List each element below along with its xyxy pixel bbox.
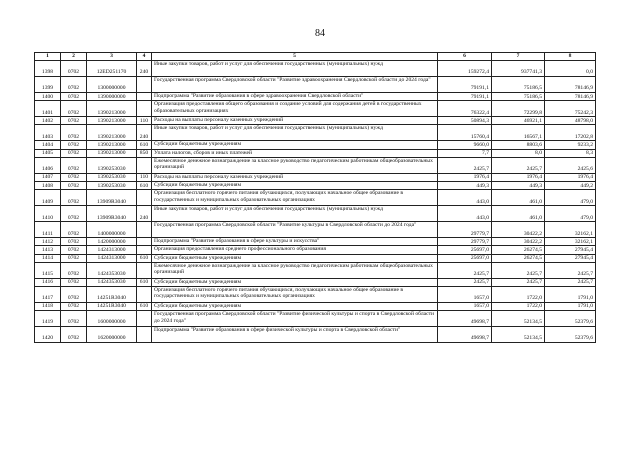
amount-col7: 26274,5 <box>492 254 545 262</box>
amount-col7: 26274,5 <box>492 246 545 254</box>
amount-col7: 2425,7 <box>492 278 545 286</box>
row-number: 1406 <box>35 157 61 173</box>
section-code: 0702 <box>61 173 87 181</box>
item-name: Субсидии бюджетным учреждениям <box>152 278 438 286</box>
target-code: 1300000000 <box>87 77 137 93</box>
expense-type <box>137 101 152 117</box>
expense-type <box>137 157 152 173</box>
amount-col8: 0,0 <box>545 61 596 77</box>
table-row <box>35 262 596 278</box>
item-name: Иные закупки товаров, работ и услуг для обеспечения государственных (муниципальных) нужд <box>152 206 438 222</box>
amount-col8: 9233,2 <box>545 141 596 149</box>
section-code: 0702 <box>61 286 87 302</box>
section-code: 0702 <box>61 254 87 262</box>
amount-col6: 7,7 <box>438 149 492 157</box>
item-name: Субсидии бюджетным учреждениям <box>152 181 438 189</box>
row-number: 1401 <box>35 101 61 117</box>
row-number: 1419 <box>35 311 61 327</box>
target-code: 1400000000 <box>87 222 137 238</box>
item-name: Ежемесячное денежное вознаграждение за классное руководство педагогическим работникам общеобразовательных организаций <box>152 262 438 278</box>
amount-col7: 1722,0 <box>492 302 545 310</box>
section-code: 0702 <box>61 327 87 343</box>
amount-col8: 27945,4 <box>545 246 596 254</box>
table-row <box>35 222 596 238</box>
table-row <box>35 125 596 141</box>
amount-col8: 479,0 <box>545 190 596 206</box>
amount-col6: 15760,4 <box>438 125 492 141</box>
section-code: 0702 <box>61 101 87 117</box>
amount-col7: 52134,5 <box>492 327 545 343</box>
amount-col6: 25697,0 <box>438 254 492 262</box>
target-code: 1390213000 <box>87 149 137 157</box>
section-code: 0702 <box>61 157 87 173</box>
expense-type: 110 <box>137 173 152 181</box>
table-row <box>35 327 596 343</box>
amount-col8: 52379,6 <box>545 311 596 327</box>
expense-type <box>137 93 152 101</box>
section-code: 0702 <box>61 262 87 278</box>
target-code: 14251R3040 <box>87 302 137 310</box>
amount-col7: 1976,4 <box>492 173 545 181</box>
row-number: 1400 <box>35 93 61 101</box>
target-code: 13909R3040 <box>87 190 137 206</box>
amount-col8: 78146,9 <box>545 93 596 101</box>
target-code: 12ЕD251170 <box>87 61 137 77</box>
section-code: 0702 <box>61 77 87 93</box>
target-code: 1600000000 <box>87 311 137 327</box>
amount-col6: 25697,0 <box>438 246 492 254</box>
section-code: 0702 <box>61 238 87 246</box>
target-code: 1620000000 <box>87 327 137 343</box>
amount-col6: 1976,4 <box>438 173 492 181</box>
amount-col8: 1791,0 <box>545 286 596 302</box>
target-code: 14251R3040 <box>87 286 137 302</box>
amount-col6: 9660,0 <box>438 141 492 149</box>
amount-col7: 461,0 <box>492 190 545 206</box>
column-header: 1 <box>35 53 61 61</box>
table-row <box>35 117 596 125</box>
column-header: 7 <box>492 53 545 61</box>
table-row <box>35 238 596 246</box>
column-header: 8 <box>545 53 596 61</box>
item-name: Ежемесячное денежное вознаграждение за классное руководство педагогическим работникам общеобразовательных организаций <box>152 157 438 173</box>
expense-type <box>137 238 152 246</box>
table-row <box>35 157 596 173</box>
table-row <box>35 101 596 117</box>
amount-col6: 159272,4 <box>438 61 492 77</box>
section-code: 0702 <box>61 61 87 77</box>
amount-col7: 75186,5 <box>492 77 545 93</box>
amount-col8: 75242,3 <box>545 101 596 117</box>
amount-col8: 78146,9 <box>545 77 596 93</box>
amount-col6: 79191,1 <box>438 77 492 93</box>
amount-col6: 49698,7 <box>438 327 492 343</box>
amount-col6: 29779,7 <box>438 238 492 246</box>
amount-col8: 8,3 <box>545 149 596 157</box>
amount-col6: 2425,7 <box>438 157 492 173</box>
expense-type <box>137 246 152 254</box>
row-number: 1415 <box>35 262 61 278</box>
amount-col6: 2425,7 <box>438 262 492 278</box>
column-header: 4 <box>137 53 152 61</box>
item-name: Субсидии бюджетным учреждениям <box>152 141 438 149</box>
item-name: Организация предоставления среднего профессионального образования <box>152 246 438 254</box>
section-code: 0702 <box>61 190 87 206</box>
row-number: 1413 <box>35 246 61 254</box>
target-code: 1390253030 <box>87 173 137 181</box>
table-row <box>35 93 596 101</box>
row-number: 1402 <box>35 117 61 125</box>
table-row <box>35 286 596 302</box>
expense-type: 240 <box>137 206 152 222</box>
amount-col6: 1657,0 <box>438 286 492 302</box>
expense-type: 610 <box>137 181 152 189</box>
amount-col7: 46921,1 <box>492 117 545 125</box>
row-number: 1414 <box>35 254 61 262</box>
column-header: 6 <box>438 53 492 61</box>
item-name: Субсидии бюджетным учреждениям <box>152 254 438 262</box>
expense-type: 240 <box>137 125 152 141</box>
amount-col7: 8803,6 <box>492 141 545 149</box>
section-code: 0702 <box>61 93 87 101</box>
target-code: 1424313000 <box>87 254 137 262</box>
section-code: 0702 <box>61 278 87 286</box>
table-row <box>35 206 596 222</box>
row-number: 1403 <box>35 125 61 141</box>
table-row <box>35 149 596 157</box>
amount-col7: 1722,0 <box>492 286 545 302</box>
item-name: Государственная программа Свердловской области "Развитие физической культуры и спорта в Свердловской области до 2024 года" <box>152 311 438 327</box>
amount-col8: 52379,6 <box>545 327 596 343</box>
table-row <box>35 77 596 93</box>
column-header: 3 <box>87 53 137 61</box>
row-number: 1408 <box>35 181 61 189</box>
target-code: 1390213000 <box>87 141 137 149</box>
target-code: 1390000000 <box>87 93 137 101</box>
expense-type <box>137 311 152 327</box>
target-code: 1424313000 <box>87 246 137 254</box>
amount-col7: 937741,3 <box>492 61 545 77</box>
amount-col8: 479,0 <box>545 206 596 222</box>
amount-col7: 30422,2 <box>492 238 545 246</box>
section-code: 0702 <box>61 302 87 310</box>
amount-col8: 2425,7 <box>545 262 596 278</box>
amount-col7: 75186,5 <box>492 93 545 101</box>
amount-col6: 443,0 <box>438 206 492 222</box>
amount-col6: 49698,7 <box>438 311 492 327</box>
section-code: 0702 <box>61 125 87 141</box>
table-row <box>35 254 596 262</box>
expense-type <box>137 327 152 343</box>
item-name: Государственная программа Свердловской области "Развитие здравоохранения Свердловской области до 2024 года" <box>152 77 438 93</box>
table-row <box>35 278 596 286</box>
section-code: 0702 <box>61 206 87 222</box>
target-code: 1390213000 <box>87 101 137 117</box>
expense-type: 240 <box>137 61 152 77</box>
expense-type <box>137 77 152 93</box>
page-number: 84 <box>315 28 325 39</box>
amount-col7: 52134,5 <box>492 311 545 327</box>
item-name: Иные закупки товаров, работ и услуг для обеспечения государственных (муниципальных) нужд <box>152 61 438 77</box>
row-number: 1398 <box>35 61 61 77</box>
expense-type: 610 <box>137 302 152 310</box>
amount-col7: 16567,1 <box>492 125 545 141</box>
table-row <box>35 190 596 206</box>
header-row <box>35 53 596 61</box>
amount-col8: 2425,7 <box>545 278 596 286</box>
amount-col8: 2425,6 <box>545 157 596 173</box>
row-number: 1409 <box>35 190 61 206</box>
amount-col6: 443,0 <box>438 190 492 206</box>
section-code: 0702 <box>61 222 87 238</box>
amount-col8: 1976,4 <box>545 173 596 181</box>
item-name: Подпрограмма "Развитие образования в сфере здравоохранения Свердловской области" <box>152 93 438 101</box>
column-header: 2 <box>61 53 87 61</box>
target-code: 1390213000 <box>87 125 137 141</box>
amount-col8: 449,2 <box>545 181 596 189</box>
target-code: 1420000000 <box>87 238 137 246</box>
item-name: Организация бесплатного горячего питания обучающихся, получающих начальное общее образование в государственных и муниципальных образовательных организациях <box>152 286 438 302</box>
expense-type: 850 <box>137 149 152 157</box>
row-number: 1416 <box>35 278 61 286</box>
row-number: 1404 <box>35 141 61 149</box>
amount-col6: 1657,0 <box>438 302 492 310</box>
section-code: 0702 <box>61 149 87 157</box>
item-name: Уплата налогов, сборов и иных платежей <box>152 149 438 157</box>
amount-col7: 2425,7 <box>492 157 545 173</box>
amount-col6: 2425,7 <box>438 278 492 286</box>
item-name: Организация бесплатного горячего питания обучающихся, получающих начальное общее образование в государственных и муниципальных образовательных организациях <box>152 190 438 206</box>
row-number: 1417 <box>35 286 61 302</box>
amount-col6: 29779,7 <box>438 222 492 238</box>
section-code: 0702 <box>61 181 87 189</box>
target-code: 1390253030 <box>87 157 137 173</box>
section-code: 0702 <box>61 246 87 254</box>
table-row <box>35 311 596 327</box>
amount-col7: 449,3 <box>492 181 545 189</box>
amount-col7: 30422,2 <box>492 222 545 238</box>
table-row <box>35 141 596 149</box>
amount-col7: 8,0 <box>492 149 545 157</box>
target-code: 13909R3040 <box>87 206 137 222</box>
row-number: 1420 <box>35 327 61 343</box>
column-header: 5 <box>152 53 438 61</box>
row-number: 1407 <box>35 173 61 181</box>
item-name: Государственная программа Свердловской области "Развитие культуры в Свердловской области до 2024 года" <box>152 222 438 238</box>
table-row <box>35 61 596 77</box>
expense-type <box>137 222 152 238</box>
amount-col7: 2425,7 <box>492 262 545 278</box>
row-number: 1418 <box>35 302 61 310</box>
table-row <box>35 302 596 310</box>
table-row <box>35 173 596 181</box>
amount-col8: 32162,1 <box>545 222 596 238</box>
row-number: 1410 <box>35 206 61 222</box>
amount-col6: 79191,1 <box>438 93 492 101</box>
amount-col8: 48798,0 <box>545 117 596 125</box>
amount-col7: 72299,8 <box>492 101 545 117</box>
target-code: 1390213000 <box>87 117 137 125</box>
item-name: Подпрограмма "Развитие образования в сфере физической культуры и спорта в Свердловской области" <box>152 327 438 343</box>
target-code: 1424353030 <box>87 278 137 286</box>
item-name: Расходы на выплаты персоналу казенных учреждений <box>152 117 438 125</box>
amount-col7: 461,0 <box>492 206 545 222</box>
expense-type <box>137 286 152 302</box>
expense-type: 610 <box>137 278 152 286</box>
section-code: 0702 <box>61 117 87 125</box>
amount-col8: 17202,8 <box>545 125 596 141</box>
expense-type: 610 <box>137 254 152 262</box>
amount-col8: 27945,4 <box>545 254 596 262</box>
item-name: Расходы на выплаты персоналу казенных учреждений <box>152 173 438 181</box>
table-row <box>35 246 596 254</box>
amount-col6: 50894,3 <box>438 117 492 125</box>
section-code: 0702 <box>61 311 87 327</box>
expense-type <box>137 190 152 206</box>
item-name: Субсидии бюджетным учреждениям <box>152 302 438 310</box>
table-row <box>35 181 596 189</box>
expense-type <box>137 262 152 278</box>
row-number: 1399 <box>35 77 61 93</box>
expense-type: 110 <box>137 117 152 125</box>
item-name: Подпрограмма "Развитие образования в сфере культуры и искусства" <box>152 238 438 246</box>
amount-col8: 32162,1 <box>545 238 596 246</box>
item-name: Организация предоставления общего образования и создание условий для содержания детей в государственных образовательных организациях <box>152 101 438 117</box>
section-code: 0702 <box>61 141 87 149</box>
amount-col6: 76322,4 <box>438 101 492 117</box>
budget-table <box>34 52 596 343</box>
amount-col8: 1791,0 <box>545 302 596 310</box>
target-code: 1390253030 <box>87 181 137 189</box>
expense-type: 610 <box>137 141 152 149</box>
item-name: Иные закупки товаров, работ и услуг для обеспечения государственных (муниципальных) нужд <box>152 125 438 141</box>
row-number: 1411 <box>35 222 61 238</box>
amount-col6: 449,3 <box>438 181 492 189</box>
row-number: 1405 <box>35 149 61 157</box>
row-number: 1412 <box>35 238 61 246</box>
target-code: 1424353030 <box>87 262 137 278</box>
